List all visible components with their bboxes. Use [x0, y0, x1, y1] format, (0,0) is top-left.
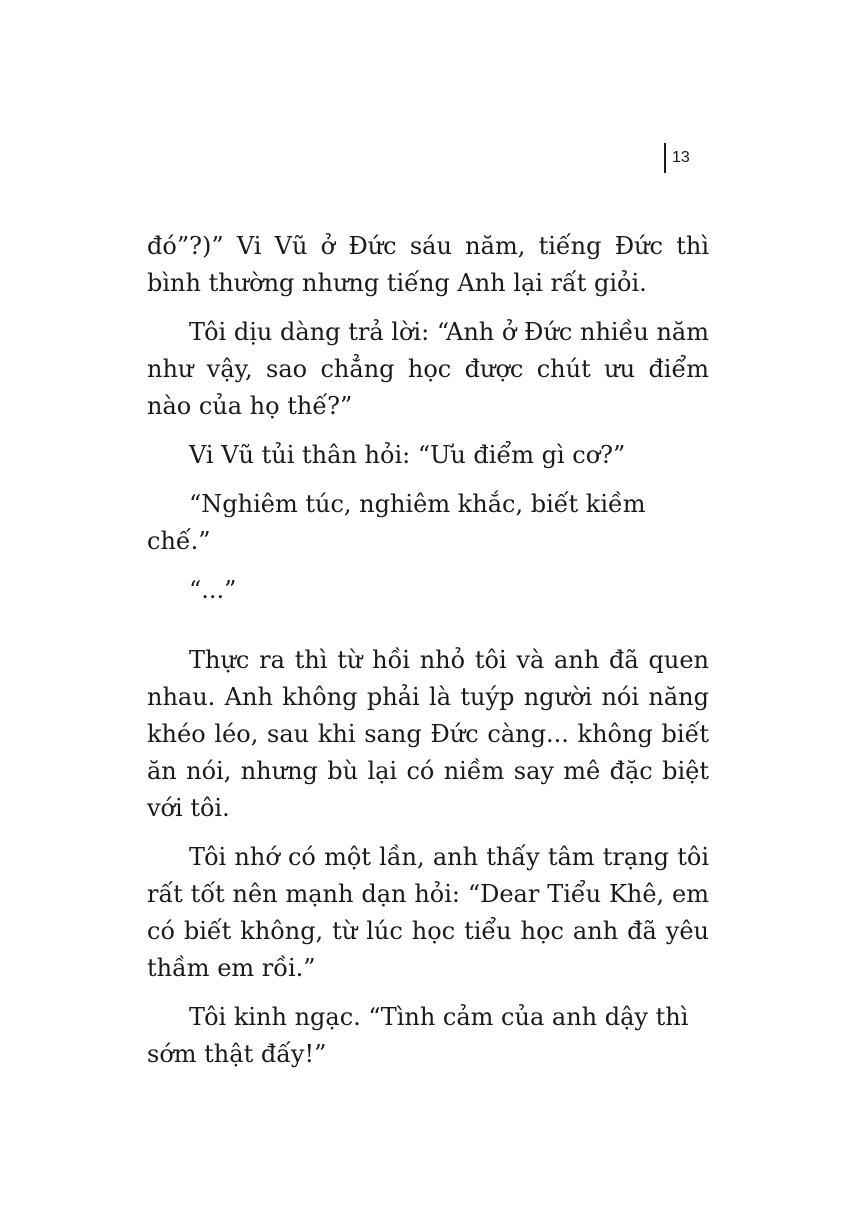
paragraph: Tôi nhớ có một lần, anh thấy tâm trạng tôi rất tốt nên mạnh dạn hỏi: “Dear Tiểu Khê, em có biết không, từ lúc học tiểu học anh đã yêu thầm em rồi.” — [147, 843, 709, 982]
page-number: 13 — [672, 149, 690, 166]
paragraph: Tôi dịu dàng trả lời: “Anh ở Đức nhiều năm như vậy, sao chẳng học được chút ưu điểm nào của họ thế?” — [147, 318, 709, 420]
paragraph: “Nghiêm túc, nghiêm khắc, biết kiềm chế.” — [147, 490, 646, 555]
paragraph: Tôi kinh ngạc. “Tình cảm của anh dậy thì sớm thật đấy!” — [147, 1003, 689, 1068]
paragraph: Thực ra thì từ hồi nhỏ tôi và anh đã quen nhau. Anh không phải là tuýp người nói năng khéo léo, sau khi sang Đức càng... không biết ăn nói, nhưng bù lại có niềm say mê đặc biệt với tôi. — [147, 646, 709, 822]
paragraph: “...” — [189, 576, 237, 604]
page-number-area — [664, 143, 690, 173]
paragraph-continuation: đó”?)” Vi Vũ ở Đức sáu năm, tiếng Đức thì bình thường nhưng tiếng Anh lại rất giỏi. — [147, 232, 709, 297]
paragraph: Vi Vũ tủi thân hỏi: “Ưu điểm gì cơ?” — [189, 441, 626, 469]
page-number-divider — [664, 143, 666, 173]
text-section-2 — [147, 642, 709, 1085]
text-section-1 — [147, 228, 709, 621]
